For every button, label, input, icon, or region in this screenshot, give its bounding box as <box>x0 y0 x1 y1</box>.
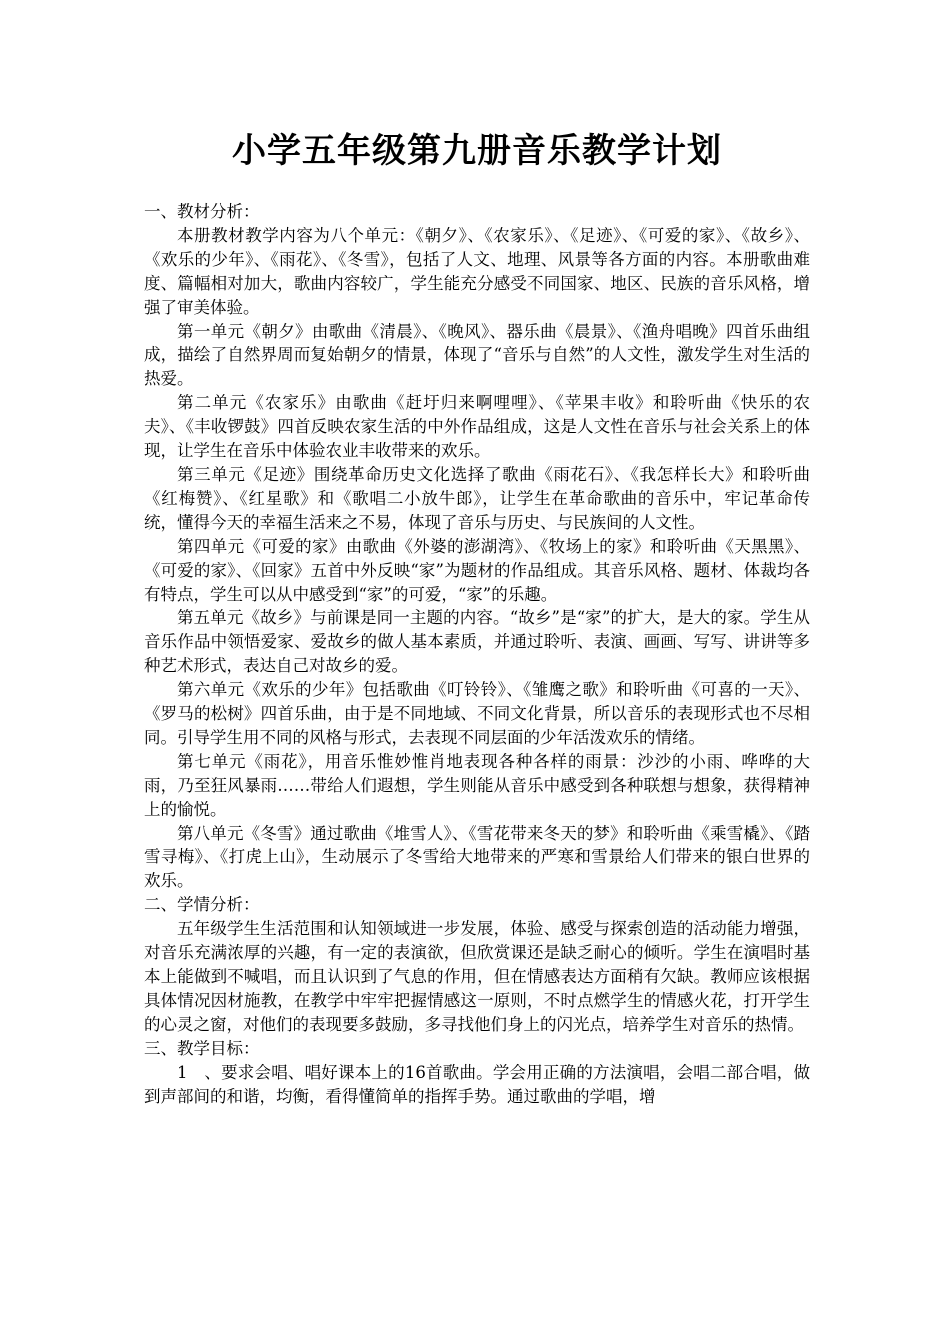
paragraph-unit-1: 第一单元《朝夕》由歌曲《清晨》、《晚风》、器乐曲《晨景》、《渔舟唱晚》四首乐曲组成，描绘了自然界周而复始朝夕的情景，体现了“音乐与自然”的人文性，激发学生对生活的热爱。 <box>144 321 810 389</box>
section-heading-textbook-analysis: 一、教材分析： <box>144 202 260 221</box>
paragraph-unit-4: 第四单元《可爱的家》由歌曲《外婆的澎湖湾》、《牧场上的家》和聆听曲《天黑黑》、《可爱的家》、《回家》五首中外反映“家”为题材的作品组成。其音乐风格、题材、体裁均各有特点，学生可以从中感受到“家”的可爱，“家”的乐趣。 <box>144 536 810 604</box>
paragraph-unit-3: 第三单元《足迹》围绕革命历史文化选择了歌曲《雨花石》、《我怎样长大》和聆听曲《红梅赞》、《红星歌》和《歌唱二小放牛郎》，让学生在革命歌曲的音乐中，牢记革命传统，懂得今天的幸福生活来之不易，体现了音乐与历史、与民族间的人文性。 <box>144 464 810 532</box>
document-body <box>144 200 810 1108</box>
paragraph-unit-8: 第八单元《冬雪》通过歌曲《堆雪人》、《雪花带来冬天的梦》和聆听曲《乘雪橇》、《踏雪寻梅》、《打虎上山》，生动展示了冬雪给大地带来的严寒和雪景给人们带来的银白世界的欢乐。 <box>144 823 810 891</box>
section-heading-teaching-goals: 三、教学目标： <box>144 1038 260 1058</box>
paragraph-unit-6: 第六单元《欢乐的少年》包括歌曲《叮铃铃》、《雏鹰之歌》和聆听曲《可喜的一天》、《罗马的松树》四首乐曲，由于是不同地域、不同文化背景，所以音乐的表现形式也不尽相同。引导学生用不同的风格与形式，去表现不同层面的少年活泼欢乐的情绪。 <box>144 680 810 747</box>
document-title: 小学五年级第九册音乐教学计划 <box>232 131 722 171</box>
section-heading-student-analysis: 二、学情分析： <box>144 895 260 915</box>
paragraph-unit-2: 第二单元《农家乐》由歌曲《赶圩归来啊哩哩》、《苹果丰收》和聆听曲《快乐的农夫》、《丰收锣鼓》四首反映农家生活的中外作品组成，这是人文性在音乐与社会关系上的体现，让学生在音乐中体验农业丰收带来的欢乐。 <box>144 393 810 461</box>
paragraph-student-analysis: 五年级学生生活范围和认知领域进一步发展，体验、感受与探索创造的活动能力增强，对音乐充满浓厚的兴趣，有一定的表演欲，但欣赏课还是缺乏耐心的倾听。学生在演唱时基本上能做到不喊唱，而且认识到了气息的作用，但在情感表达方面稍有欠缺。教师应该根据具体情况因材施教，在教学中牢牢把握情感这一原则，不时点燃学生的情感火花，打开学生的心灵之窗，对他们的表现要多鼓励，多寻找他们身上的闪光点，培养学生对音乐的热情。 <box>144 919 810 1034</box>
paragraph-unit-7: 第七单元《雨花》，用音乐惟妙惟肖地表现各种各样的雨景：沙沙的小雨、哗哗的大雨，乃至狂风暴雨……带给人们遐想，学生则能从音乐中感受到各种联想与想象，获得精神上的愉悦。 <box>144 751 810 819</box>
document-page <box>144 0 810 1108</box>
paragraph-goal-1: 1 、要求会唱、唱好课本上的16首歌曲。学会用正确的方法演唱，会唱二部合唱，做到声部间的和谐，均衡，看得懂简单的指挥手势。通过歌曲的学唱，增 <box>144 1062 810 1106</box>
paragraph-overview: 本册教材教学内容为八个单元：《朝夕》、《农家乐》、《足迹》、《可爱的家》、《故乡》、《欢乐的少年》、《雨花》、《冬雪》，包括了人文、地理、风景等各方面的内容。本册歌曲难度、篇幅相对加大，歌曲内容较广，学生能充分感受不同国家、地区、民族的音乐风格，增强了审美体验。 <box>144 225 810 317</box>
paragraph-unit-5: 第五单元《故乡》与前课是同一主题的内容。“故乡”是“家”的扩大，是大的家。学生从音乐作品中领悟爱家、爱故乡的做人基本素质，并通过聆听、表演、画画、写写、讲讲等多种艺术形式，表达自己对故乡的爱。 <box>144 608 810 676</box>
